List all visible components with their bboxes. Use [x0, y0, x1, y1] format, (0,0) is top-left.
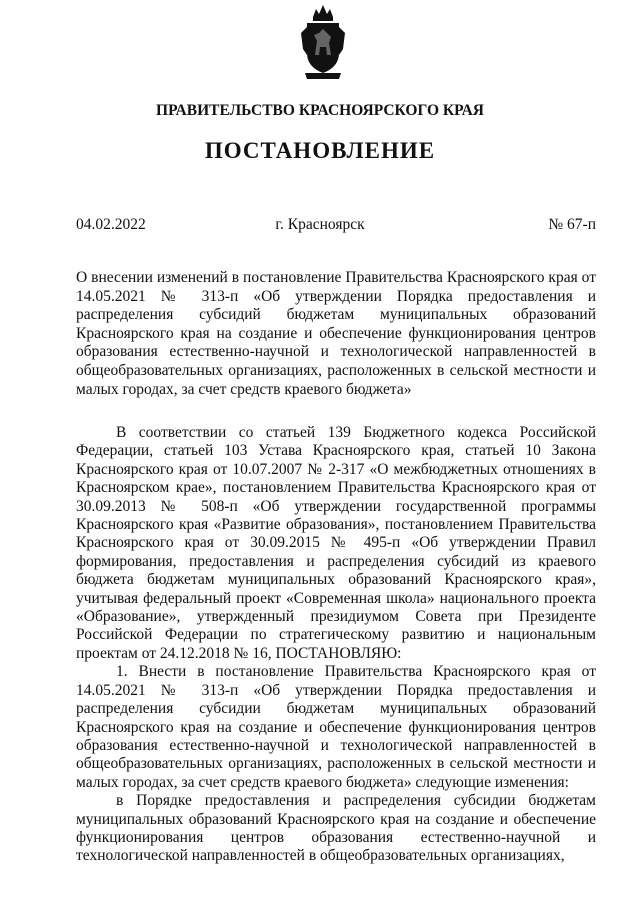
coat-of-arms-icon	[299, 3, 347, 83]
document-city: г. Красноярск	[275, 216, 365, 233]
paragraph-item-1: 1. Внести в постановление Правительства Красноярского края от 14.05.2021 № 313-п «Об утверждении Порядка предоставления и распределения субсидии бюджетам муниципальных образований Красноярского края на создание и обеспечение функционирования центров образования естественно-научной и технологической направленностей в общеобразовательных организациях, расположенных в сельской местности и малых городах, за счет средств краевого бюджета» следующие изменения:	[76, 663, 596, 791]
document-title: О внесении изменений в постановление Правительства Красноярского края от 14.05.2021 № 313-п «Об утверждении Порядка предоставления и распределения субсидий бюджетам муниципальных образований Красноярского края на создание и обеспечение функционирования центров образования естественно-научной и технологической направленностей в общеобразовательных организациях, расположенных в сельской местности и малых городах, за счет средств краевого бюджета»	[76, 269, 596, 398]
paragraph-preamble: В соответствии со статьей 139 Бюджетного кодекса Российской Федерации, статьей 103 Устава Красноярского края, статьей 10 Закона Красноярского края от 10.07.2007 № 2-317 «О межбюджетных отношениях в Красноярском крае», постановлением Правительства Красноярского края от 30.09.2013 № 508-п «Об утверждении государственной программы Красноярского края «Развитие образования», постановлением Правительства Красноярского края от 30.09.2015 № 495-п «Об утверждении Правил формирования, предоставления и распределения субсидий из краевого бюджета бюджетам муниципальных образований Красноярского края», учитывая федеральный проект «Современная школа» национального проекта «Образование», утвержденный президиумом Совета при Президенте Российской Федерации по стратегическому развитию и национальным проектам от 24.12.2018 № 16, ПОСТАНОВЛЯЮ:	[76, 424, 596, 662]
paragraph-item-1-details: в Порядке предоставления и распределения субсидии бюджетам муниципальных образований Красноярского края на создание и обеспечение функционирования центров образования естественно-научной и технологической направленностей в общеобразовательных организациях,	[76, 792, 596, 865]
document-date: 04.02.2022	[76, 216, 146, 233]
document-body	[76, 424, 596, 866]
government-name: ПРАВИТЕЛЬСТВО КРАСНОЯРСКОГО КРАЯ	[156, 102, 484, 119]
document-number: № 67-п	[548, 216, 596, 233]
document-type: ПОСТАНОВЛЕНИЕ	[204, 138, 436, 163]
